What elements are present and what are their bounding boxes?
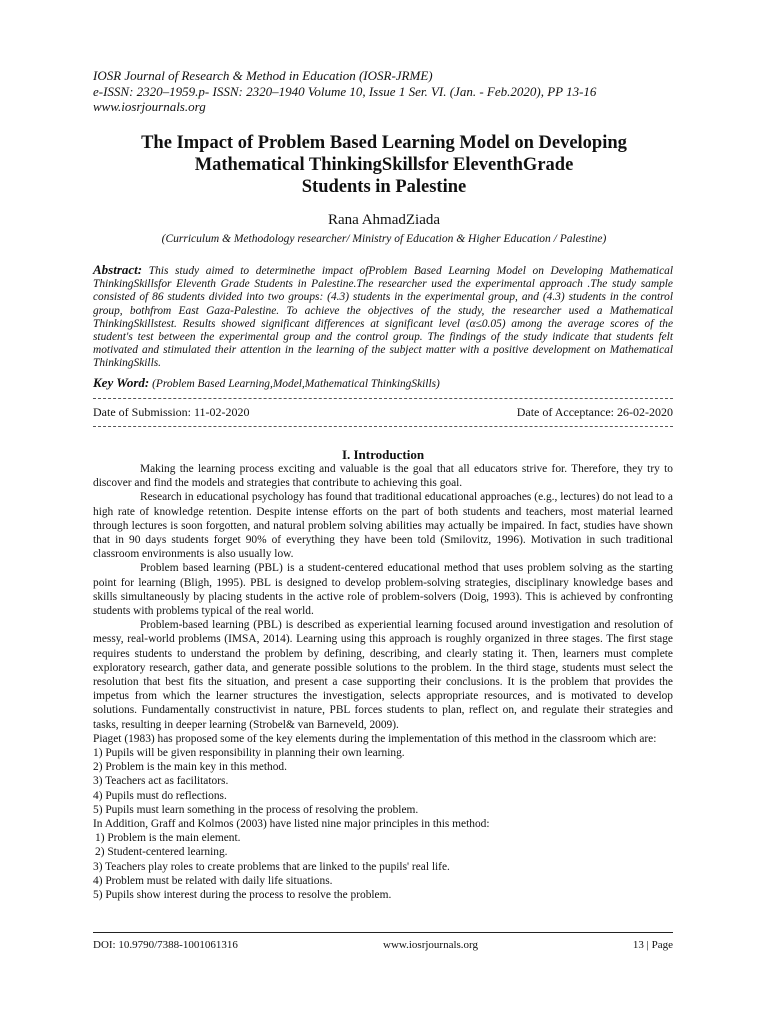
footer-doi: DOI: 10.9790/7388-1001061316	[93, 939, 238, 951]
footer-url: www.iosrjournals.org	[383, 939, 479, 951]
keywords-text: (Problem Based Learning,Model,Mathematical ThinkingSkills)	[149, 378, 440, 390]
list-item: 1) Problem is the main element.	[95, 832, 241, 845]
section-heading: I. Introduction	[341, 447, 425, 462]
journal-header	[93, 68, 683, 115]
list-item: 4) Pupils must do reflections.	[93, 789, 227, 802]
list-item: 3) Teachers act as facilitators.	[93, 775, 229, 788]
list-item: 4) Problem must be related with daily life situations.	[93, 874, 333, 887]
abstract-text: This study aimed to determinethe impact ofProblem Based Learning Model on Developing Mathematical ThinkingSkillsfor Eleventh Grade Students in Palestine.The researcher used the experimental approach .The study sample consisted of 86 students divided into two groups: (4.3) students in the experimental group, and (4.3) students in the control group, bothfrom East Gaza-Palestine. To achieve the objectives of the study, the researcher used a Mathematical ThinkingSkillstest. Results showed significant differences at significant level (α≤0.05) among the average scores of the student's test between the experimental group and the control group. The findings of the study indicate that students felt motivated and stimulated their attention in the learning of the subject matter with a positive development on Mathematical ThinkingSkills.	[93, 265, 673, 370]
paragraph: Research in educational psychology has found that traditional educational approaches (e.g., lectures) do not lead to a high rate of knowledge retention. Despite intense efforts on the part of both students and teachers, most material learned through lectures is soon forgotten, and natural problem solving abilities may actually be impaired. In fact, studies have shown that in 90 days students forget 90% of everything they have been told (Smilovitz, 1996). Motivation in such traditional classroom environments is also usually low.	[93, 491, 673, 561]
keywords-label: Key Word:	[93, 375, 150, 390]
paragraph: Problem-based learning (PBL) is described as experiential learning focused around investigation and resolution of messy, real-world problems (IMSA, 2014). Learning using this approach is roughly organized in three stages. The first stage requires students to understand the problem by defining, describing, and clearly stating it. Then, learners must complete exploratory research, gather data, and generate possible solutions to the problem. In the third stage, students must select the resolution that best fits the situation, and present a case supporting their conclusions. It is the problem that provides the impetus from which the learner structures the investigation, selects appropriate resources, and is motivated to develop solutions. Fundamentally constructivist in nature, PBL forces students to plan, reflect on, and regulate their strategies and tasks, resulting in deeper learning (Strobel& van Barneveld, 2009).	[93, 619, 673, 731]
dashed-divider	[93, 398, 673, 399]
list-item: 3) Teachers play roles to create problems that are linked to the pupils' real life.	[93, 860, 450, 873]
list-item: 1) Pupils will be given responsibility in planning their own learning.	[93, 747, 405, 760]
title-line: Mathematical ThinkingSkillsfor EleventhGrade	[194, 155, 574, 175]
paper-title	[60, 132, 708, 198]
list-item: 5) Pupils must learn something in the process of resolving the problem.	[93, 803, 419, 816]
list-item: 2) Problem is the main key in this method.	[93, 761, 287, 774]
dashed-divider	[93, 426, 673, 427]
journal-name: IOSR Journal of Research & Method in Education (IOSR-JRME)	[93, 68, 433, 83]
title-line: Students in Palestine	[301, 177, 467, 197]
dates-row	[93, 405, 673, 420]
author-name: Rana AhmadZiada	[327, 212, 441, 228]
keywords	[93, 376, 673, 391]
paragraph: Making the learning process exciting and valuable is the goal that all educators strive for. Therefore, they try to discover and find the models and strategies that contribute to achieving this goal.	[93, 463, 673, 490]
abstract	[93, 263, 673, 371]
body-text	[93, 462, 673, 902]
title-line: The Impact of Problem Based Learning Model on Developing	[141, 133, 627, 153]
author-affiliation: (Curriculum & Methodology researcher/ Ministry of Education & Higher Education / Palestine)	[161, 233, 607, 245]
journal-url: www.iosrjournals.org	[93, 99, 206, 114]
acceptance-date: Date of Acceptance: 26-02-2020	[516, 405, 673, 419]
paragraph: Piaget (1983) has proposed some of the key elements during the implementation of this method in the classroom which are:	[93, 732, 657, 745]
submission-date: Date of Submission: 11-02-2020	[93, 405, 250, 419]
abstract-label: Abstract:	[93, 262, 143, 277]
list-item: 2) Student-centered learning.	[95, 846, 228, 859]
journal-issn: e-ISSN: 2320–1959.p- ISSN: 2320–1940 Volume 10, Issue 1 Ser. VI. (Jan. - Feb.2020), PP 13-16	[93, 83, 597, 99]
paragraph: Problem based learning (PBL) is a student-centered educational method that uses problem solving as the starting point for learning (Bligh, 1995). PBL is designed to develop problem-solving strategies, disciplinary knowledge bases and skills simultaneously by placing students in the active role of problem-solvers (Doig, 1993). This is achieved by confronting students with problems typical of the real world.	[93, 562, 673, 618]
list-item: 5) Pupils show interest during the process to resolve the problem.	[93, 889, 392, 902]
page-number: 13 | Page	[632, 939, 673, 951]
paragraph: In Addition, Graff and Kolmos (2003) have listed nine major principles in this method:	[93, 818, 490, 831]
page-footer	[93, 932, 673, 955]
